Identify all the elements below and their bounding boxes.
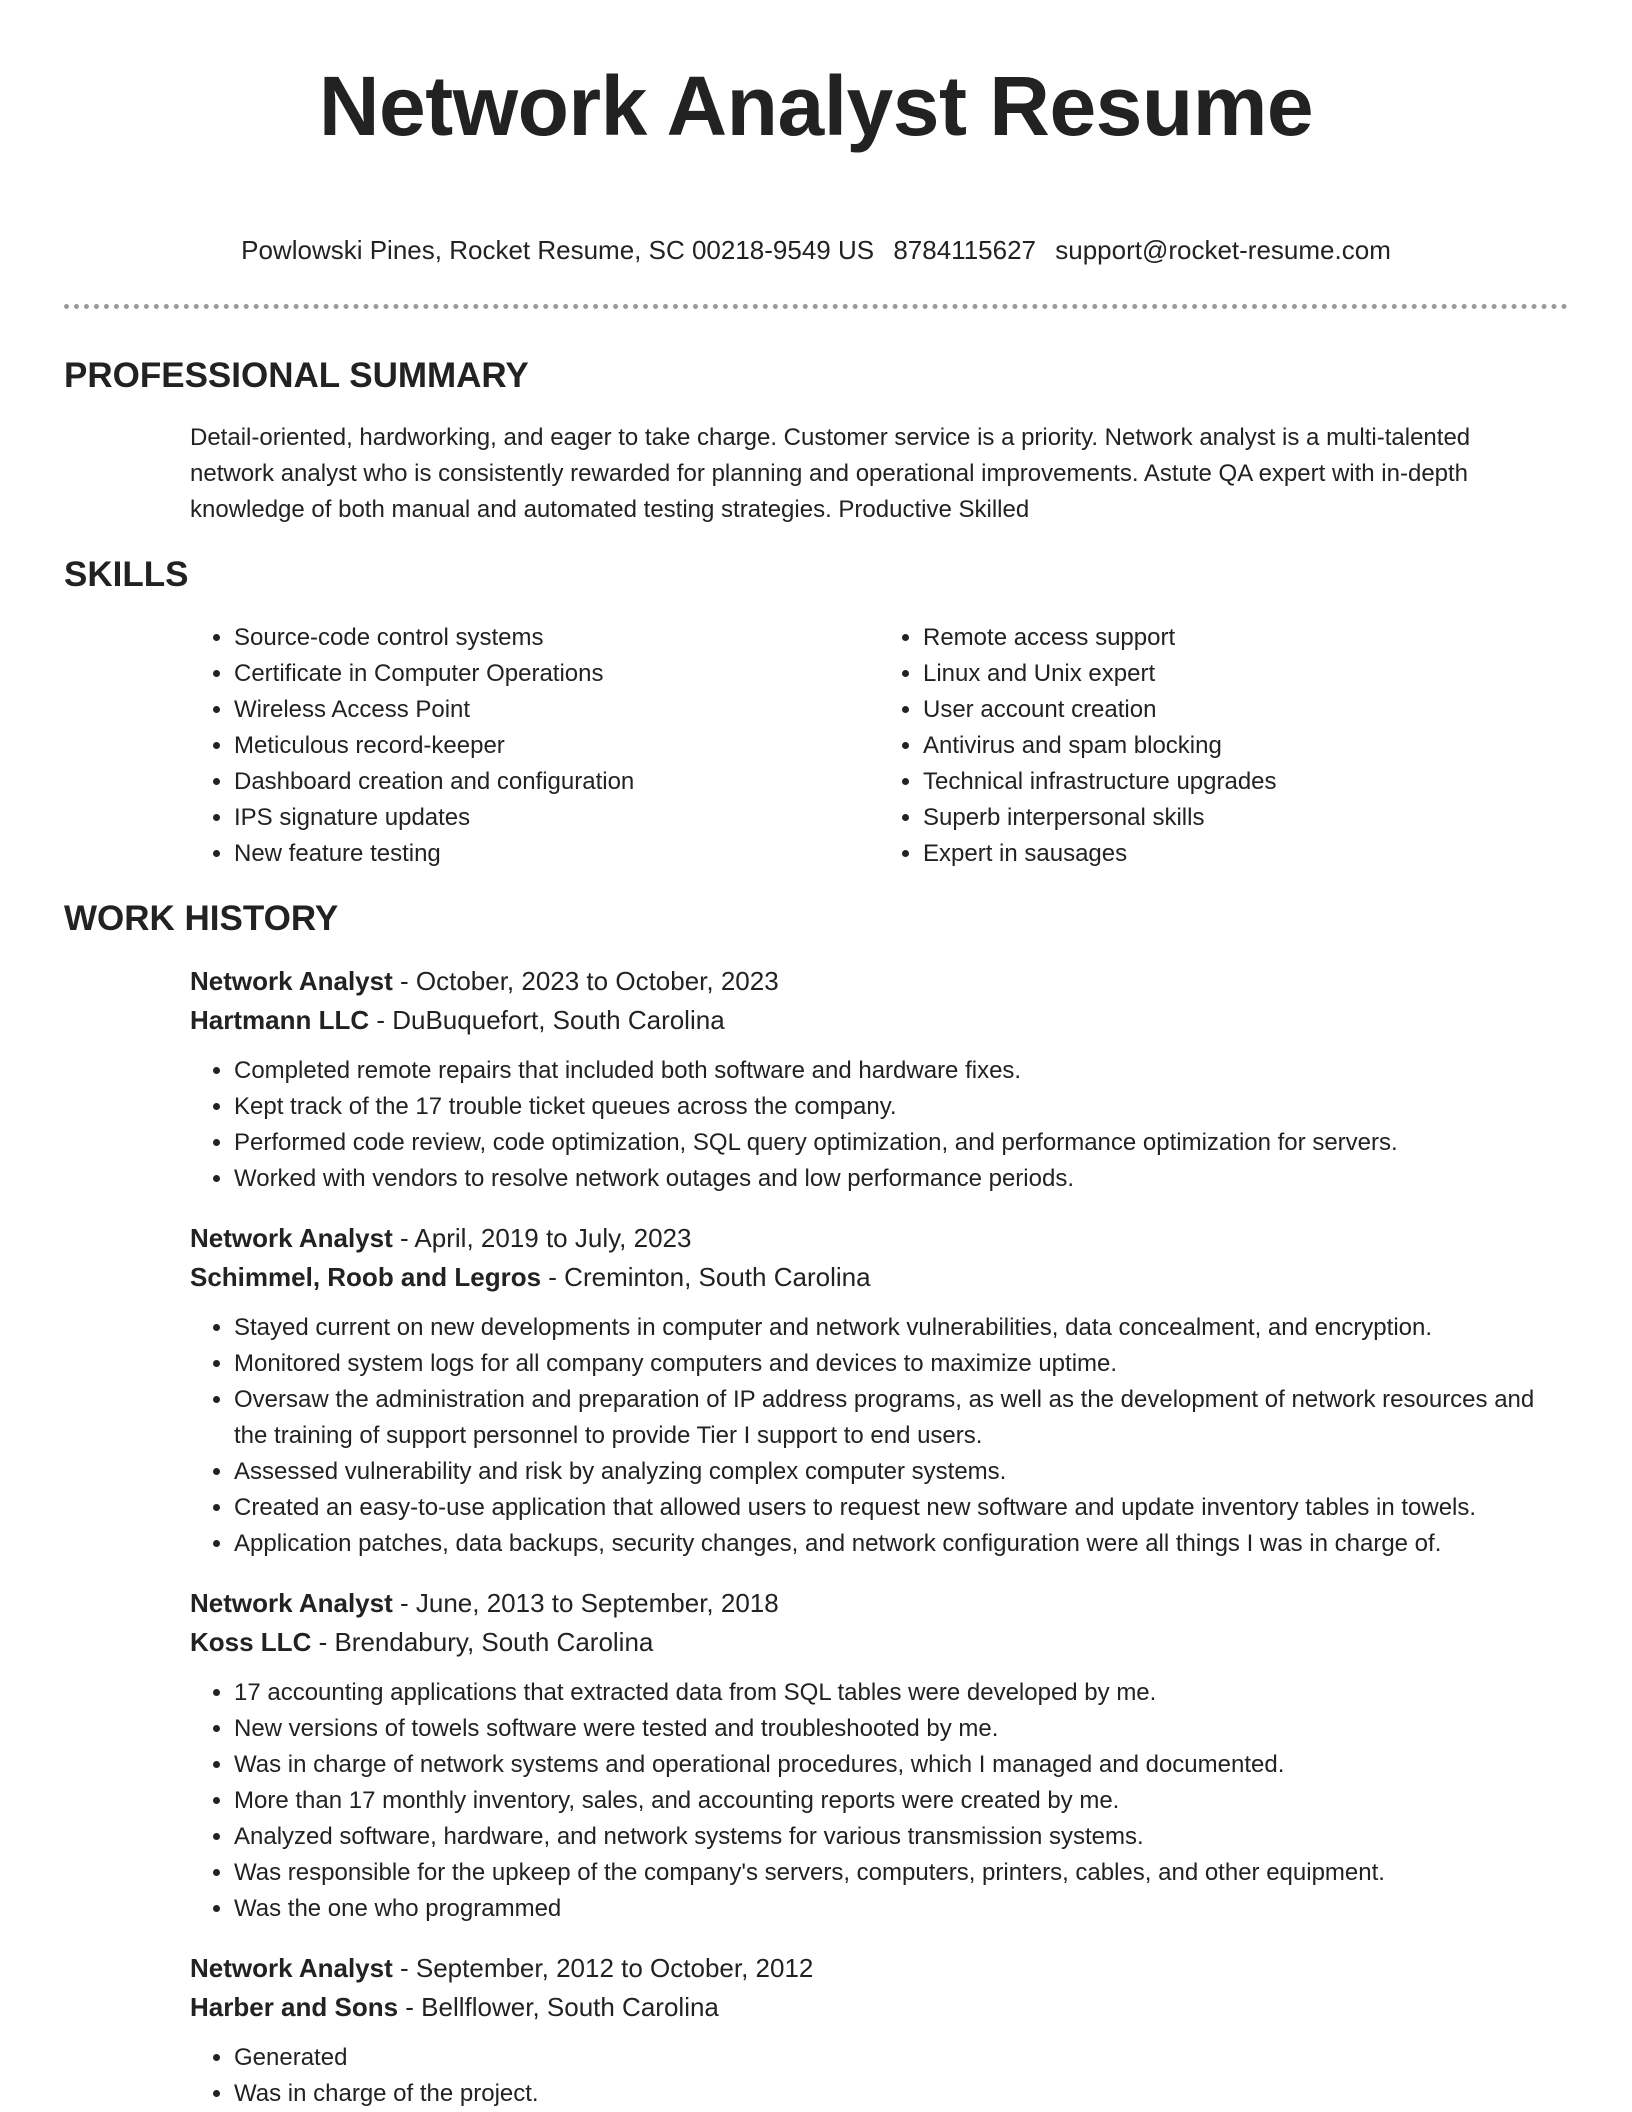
job-bullets [190, 1675, 1568, 1927]
resume-title: Network Analyst Resume [318, 59, 1314, 153]
header-divider [64, 304, 1568, 309]
job-company-line [190, 1623, 1568, 1662]
job-company: Hartmann LLC [190, 1005, 370, 1035]
section-heading-summary: PROFESSIONAL SUMMARY [64, 356, 529, 395]
job-company: Koss LLC [190, 1627, 312, 1657]
skills-list-left [190, 620, 879, 872]
job-title: Network Analyst [190, 1588, 393, 1618]
skill-item: • Dashboard creation and configuration [234, 764, 879, 800]
list-item: • Was the one who programmed [234, 1891, 1568, 1927]
job-location: - DuBuquefort, South Carolina [369, 1005, 725, 1035]
job-entry [190, 1584, 1568, 1927]
job-company-line [190, 1988, 1568, 2027]
job-company-line [190, 1001, 1568, 1040]
skill-item: • Expert in sausages [923, 836, 1568, 872]
job-title: Network Analyst [190, 1953, 393, 1983]
list-item: • Was in charge of network systems and operational procedures, which I managed and documented. [234, 1747, 1568, 1783]
job-title-line [190, 962, 1568, 1001]
list-item: • Monitored system logs for all company computers and devices to maximize uptime. [234, 1346, 1568, 1382]
list-item: • Stayed current on new developments in computer and network vulnerabilities, data concealment, and encryption. [234, 1310, 1568, 1346]
contact-line [64, 234, 1568, 266]
job-entry [190, 1219, 1568, 1562]
list-item: • Was in charge of the project. [234, 2076, 1568, 2112]
list-item: • Analyzed software, hardware, and network systems for various transmission systems. [234, 1819, 1568, 1855]
job-company: Schimmel, Roob and Legros [190, 1262, 542, 1292]
job-dates: - June, 2013 to September, 2018 [392, 1588, 779, 1618]
list-item: • Performed code review, code optimization, SQL query optimization, and performance optimization for servers. [234, 1125, 1568, 1161]
job-bullets [190, 1053, 1568, 1197]
summary-text: Detail-oriented, hardworking, and eager to take charge. Customer service is a priority. Network analyst is a multi-talented network analyst who is consistently rewarded for planning and operational improvements. Astute QA expert with in-depth knowledge of both manual and automated testing strategies. Productive Skilled [190, 424, 1471, 523]
job-title-line [190, 1219, 1568, 1258]
job-dates: - October, 2023 to October, 2023 [392, 966, 779, 996]
job-company-line [190, 1258, 1568, 1297]
skill-item: • Antivirus and spam blocking [923, 728, 1568, 764]
list-item: • Generated [234, 2040, 1568, 2076]
job-title-line [190, 1584, 1568, 1623]
skill-item: • Wireless Access Point [234, 692, 879, 728]
resume-page [64, 0, 1568, 2112]
job-bullets [190, 2040, 1568, 2112]
list-item: • More than 17 monthly inventory, sales, and accounting reports were created by me. [234, 1783, 1568, 1819]
contact-phone: 8784115627 [893, 235, 1036, 265]
job-title: Network Analyst [190, 966, 393, 996]
skill-item: • Superb interpersonal skills [923, 800, 1568, 836]
job-dates: - September, 2012 to October, 2012 [392, 1953, 814, 1983]
skill-item: • Meticulous record-keeper [234, 728, 879, 764]
job-location: - Creminton, South Carolina [541, 1262, 871, 1292]
skill-item: • Remote access support [923, 620, 1568, 656]
skill-item: • Technical infrastructure upgrades [923, 764, 1568, 800]
professional-summary-section [64, 355, 1568, 528]
skills-list-right [879, 620, 1568, 872]
job-location: - Brendabury, South Carolina [311, 1627, 654, 1657]
skill-item: • Certificate in Computer Operations [234, 656, 879, 692]
skill-item: • New feature testing [234, 836, 879, 872]
list-item: • 17 accounting applications that extracted data from SQL tables were developed by me. [234, 1675, 1568, 1711]
contact-address: Powlowski Pines, Rocket Resume, SC 00218-9549 US [241, 235, 875, 265]
list-item: • Worked with vendors to resolve network outages and low performance periods. [234, 1161, 1568, 1197]
list-item: • Created an easy-to-use application that allowed users to request new software and update inventory tables in towels. [234, 1490, 1568, 1526]
list-item: • New versions of towels software were tested and troubleshooted by me. [234, 1711, 1568, 1747]
job-location: - Bellflower, South Carolina [398, 1992, 719, 2022]
job-title-line [190, 1949, 1568, 1988]
job-bullets [190, 1310, 1568, 1562]
list-item: • Was responsible for the upkeep of the company's servers, computers, printers, cables, and other equipment. [234, 1855, 1568, 1891]
section-heading-work: WORK HISTORY [64, 899, 339, 938]
work-history-section [64, 898, 1568, 2112]
list-item: • Kept track of the 17 trouble ticket queues across the company. [234, 1089, 1568, 1125]
skill-item: • User account creation [923, 692, 1568, 728]
section-heading-skills: SKILLS [64, 555, 189, 594]
skill-item: • Linux and Unix expert [923, 656, 1568, 692]
contact-email[interactable]: support@rocket-resume.com [1055, 235, 1391, 265]
list-item: • Application patches, data backups, security changes, and network configuration were all things I was in charge of. [234, 1526, 1568, 1562]
job-entry [190, 1949, 1568, 2112]
job-entry [190, 962, 1568, 1197]
skill-item: • IPS signature updates [234, 800, 879, 836]
job-company: Harber and Sons [190, 1992, 399, 2022]
job-dates: - April, 2019 to July, 2023 [392, 1223, 692, 1253]
list-item: • Completed remote repairs that included both software and hardware fixes. [234, 1053, 1568, 1089]
skills-columns [190, 620, 1568, 872]
skills-section [64, 554, 1568, 872]
job-title: Network Analyst [190, 1223, 393, 1253]
list-item: • Assessed vulnerability and risk by analyzing complex computer systems. [234, 1454, 1568, 1490]
list-item: • Oversaw the administration and preparation of IP address programs, as well as the development of network resources and the training of support personnel to provide Tier I support to end users. [234, 1382, 1568, 1454]
skill-item: • Source-code control systems [234, 620, 879, 656]
